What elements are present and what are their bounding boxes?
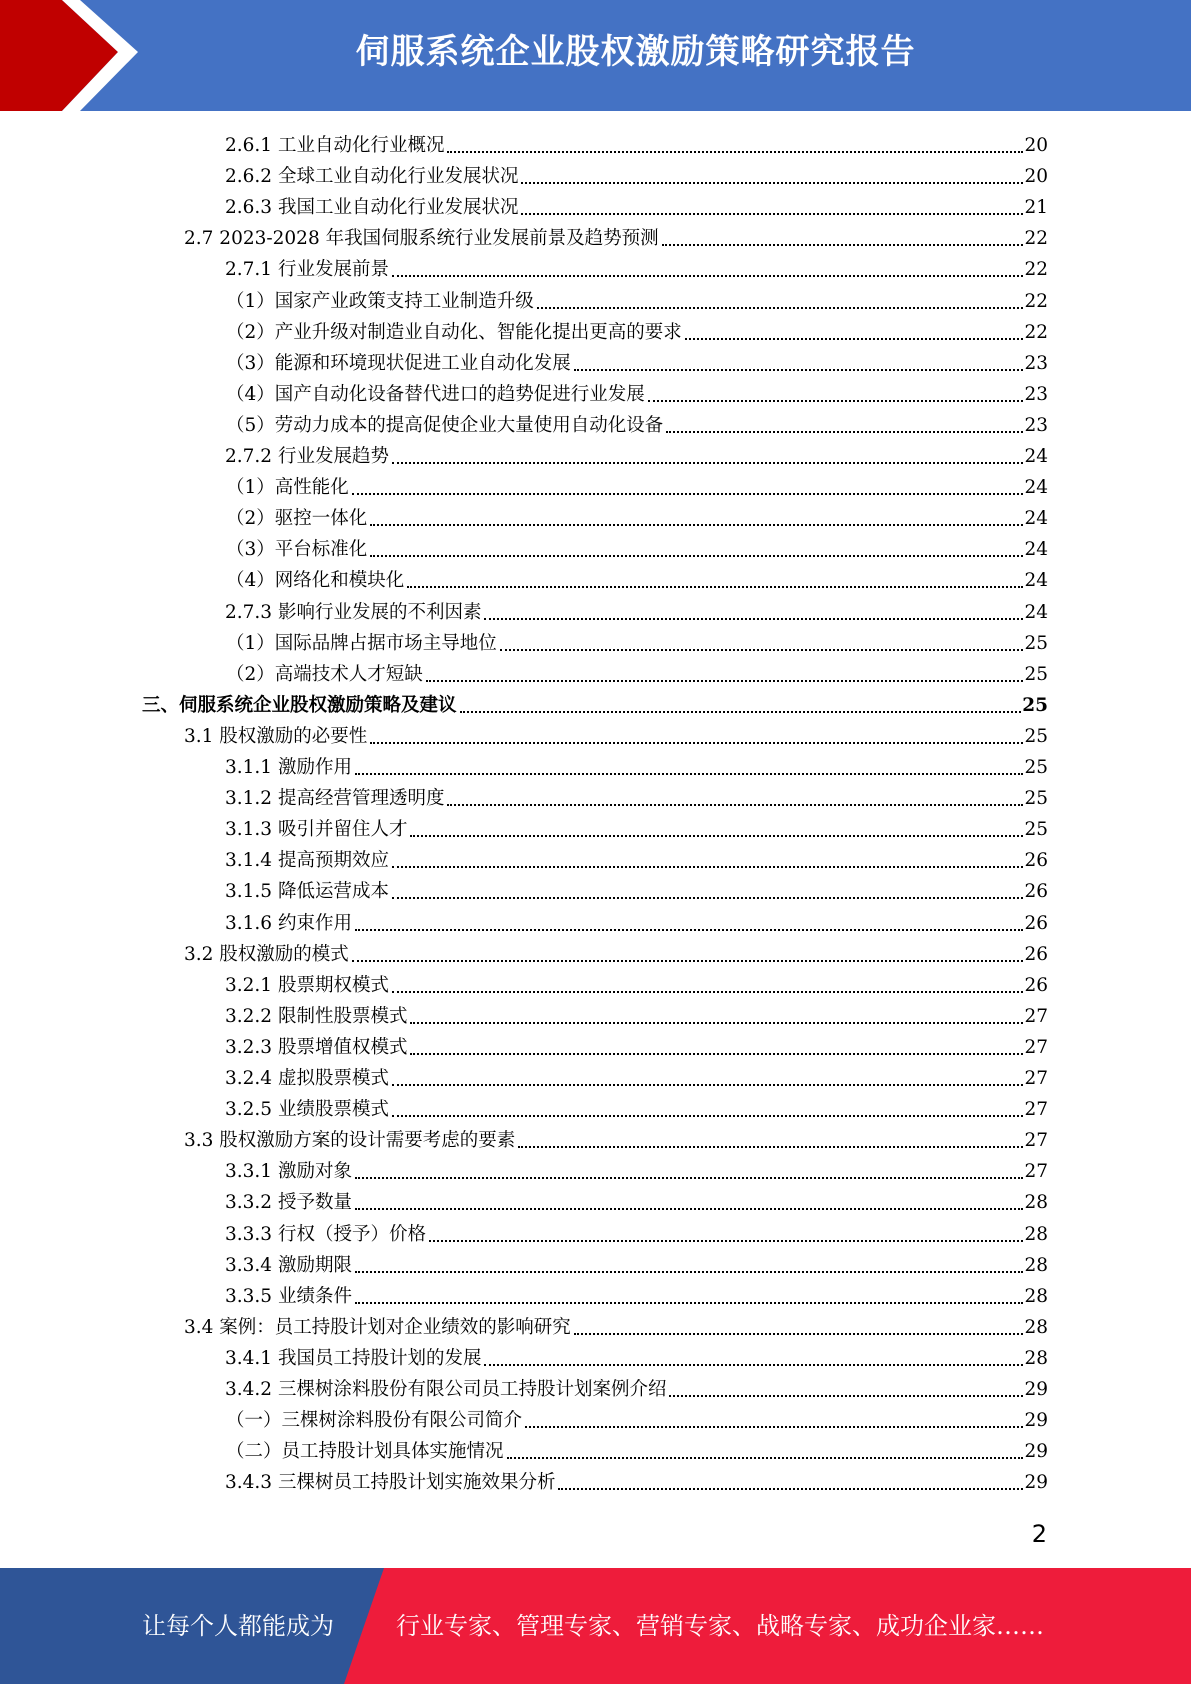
toc-entry-page: 24: [1024, 508, 1048, 530]
footer-slogan-left: 让每个人都能成为: [142, 1612, 334, 1640]
toc-dot-leader: [392, 866, 1023, 868]
toc-entry-label: 3.2.5 业绩股票模式: [225, 1099, 389, 1121]
toc-entry[interactable]: [226, 1434, 1048, 1464]
toc-entry-label: 3.2.2 限制性股票模式: [225, 1005, 408, 1027]
toc-dot-leader: [407, 586, 1023, 588]
toc-entry-label: 3.2.1 股票期权模式: [225, 974, 389, 996]
toc-dot-leader: [447, 151, 1023, 153]
toc-dot-leader: [355, 1208, 1024, 1210]
toc-entry-page: 27: [1024, 1161, 1048, 1183]
toc-entry-page: 24: [1024, 601, 1048, 623]
toc-entry[interactable]: [184, 937, 1048, 967]
toc-entry-page: 25: [1024, 663, 1048, 685]
toc-entry-label: （2）产业升级对制造业自动化、智能化提出更高的要求: [226, 321, 682, 343]
toc-entry-label: 2.6.3 我国工业自动化行业发展状况: [225, 197, 519, 219]
toc-entry-page: 28: [1024, 1223, 1048, 1245]
toc-entry-page: 28: [1024, 1192, 1048, 1214]
report-title: 伺服系统企业股权激励策略研究报告: [355, 32, 916, 72]
toc-entry[interactable]: [226, 563, 1048, 593]
toc-entry-label: 3.1.4 提高预期效应: [225, 850, 389, 872]
toc-entry-label: 3.2.3 股票增值权模式: [225, 1036, 408, 1058]
toc-entry-page: 28: [1024, 1347, 1048, 1369]
toc-dot-leader: [392, 991, 1023, 993]
toc-entry[interactable]: [225, 1185, 1048, 1215]
toc-dot-leader: [669, 1395, 1023, 1397]
toc-entry-page: 29: [1024, 1472, 1048, 1494]
toc-entry[interactable]: [226, 377, 1048, 407]
toc-entry[interactable]: [225, 252, 1048, 282]
toc-entry[interactable]: [225, 1279, 1048, 1309]
toc-entry-page: 27: [1024, 1099, 1048, 1121]
toc-dot-leader: [410, 835, 1023, 837]
toc-dot-leader: [521, 182, 1023, 184]
toc-entry-page: 22: [1024, 228, 1048, 250]
toc-entry-page: 26: [1024, 850, 1048, 872]
toc-entry-label: 3.1.2 提高经营管理透明度: [225, 788, 445, 810]
toc-entry[interactable]: [225, 1341, 1048, 1371]
toc-entry-page: 28: [1024, 1254, 1048, 1276]
toc-entry-page: 27: [1024, 1130, 1048, 1152]
toc-entry-label: 3.4.3 三棵树员工持股计划实施效果分析: [225, 1472, 556, 1494]
toc-entry-label: 3.1.3 吸引并留住人才: [225, 819, 408, 841]
toc-entry-page: 28: [1024, 1316, 1048, 1338]
toc-entry-label: （1）国际品牌占据市场主导地位: [226, 632, 497, 654]
toc-entry[interactable]: [225, 750, 1048, 780]
toc-dot-leader: [392, 1115, 1023, 1117]
toc-entry-page: 21: [1024, 197, 1048, 219]
toc-dot-leader: [447, 804, 1023, 806]
toc-dot-leader: [392, 462, 1023, 464]
toc-entry-label: 3.4 案例：员工持股计划对企业绩效的影响研究: [184, 1316, 571, 1338]
toc-dot-leader: [352, 960, 1024, 962]
toc-entry[interactable]: [225, 843, 1048, 873]
toc-dot-leader: [352, 493, 1024, 495]
toc-entry[interactable]: [225, 906, 1048, 936]
toc-dot-leader: [648, 400, 1024, 402]
toc-entry-label: 3.1.1 激励作用: [225, 757, 352, 778]
toc-entry-page: 27: [1024, 1068, 1048, 1089]
toc-entry[interactable]: [225, 874, 1048, 904]
toc-dot-leader: [685, 338, 1024, 340]
toc-entry[interactable]: [226, 470, 1048, 500]
toc-dot-leader: [370, 555, 1023, 557]
toc-entry[interactable]: [184, 719, 1048, 749]
toc-dot-leader: [392, 897, 1023, 899]
footer-slogan-right: 行业专家、管理专家、营销专家、战略专家、成功企业家……: [396, 1612, 1044, 1640]
toc-entry-page: 24: [1024, 477, 1048, 499]
toc-entry-page: 23: [1024, 383, 1048, 405]
toc-dot-leader: [429, 1240, 1023, 1242]
toc-dot-leader: [370, 742, 1023, 744]
toc-entry-label: （一）三棵树涂料股份有限公司简介: [226, 1410, 523, 1432]
toc-entry[interactable]: [226, 1403, 1048, 1433]
toc-entry-label: 3.1.5 降低运营成本: [225, 881, 389, 903]
toc-dot-leader: [558, 1488, 1023, 1490]
toc-dot-leader: [355, 1302, 1024, 1304]
toc-entry-page: 27: [1024, 1005, 1048, 1027]
toc-entry[interactable]: [142, 688, 1048, 718]
toc-entry-page: 25: [1024, 757, 1048, 778]
toc-entry-label: 3.1.6 约束作用: [225, 912, 352, 934]
toc-entry[interactable]: [184, 221, 1048, 251]
toc-entry-page: 28: [1024, 1285, 1048, 1307]
toc-entry-page: 25: [1024, 819, 1048, 841]
toc-entry[interactable]: [225, 968, 1048, 998]
toc-entry-label: 3.4.1 我国员工持股计划的发展: [225, 1347, 482, 1369]
toc-entry-label: 2.6.2 全球工业自动化行业发展状况: [225, 166, 519, 188]
toc-dot-leader: [537, 307, 1024, 309]
toc-entry-label: 2.7 2023-2028 年我国伺服系统行业发展前景及趋势预测: [184, 228, 659, 250]
toc-entry-page: 26: [1024, 912, 1048, 934]
toc-dot-leader: [410, 1022, 1023, 1024]
toc-dot-leader: [521, 213, 1023, 215]
toc-entry[interactable]: [184, 1123, 1048, 1153]
toc-entry-page: 29: [1024, 1410, 1048, 1432]
page-number: 2: [1031, 1520, 1047, 1548]
toc-entry[interactable]: [225, 1030, 1048, 1060]
toc-entry-page: 24: [1024, 446, 1048, 467]
toc-entry[interactable]: [225, 1154, 1048, 1184]
toc-entry-page: 29: [1024, 1379, 1048, 1400]
toc-entry-page: 26: [1024, 974, 1048, 996]
toc-entry-label: 3.3.3 行权（授予）价格: [225, 1223, 426, 1245]
toc-dot-leader: [666, 431, 1023, 433]
toc-entry[interactable]: [226, 657, 1048, 687]
toc-entry[interactable]: [226, 626, 1048, 656]
toc-entry-label: 3.3.4 激励期限: [225, 1254, 352, 1276]
toc-entry[interactable]: [225, 812, 1048, 842]
toc-entry-label: 三、伺服系统企业股权激励策略及建议: [142, 694, 457, 716]
toc-entry-label: 3.3.2 授予数量: [225, 1192, 352, 1214]
toc-entry-label: （5）劳动力成本的提高促使企业大量使用自动化设备: [226, 414, 664, 436]
toc-entry-page: 20: [1024, 166, 1048, 188]
toc-entry[interactable]: [226, 501, 1048, 531]
page-footer: [0, 1568, 1191, 1684]
toc-entry-label: 3.4.2 三棵树涂料股份有限公司员工持股计划案例介绍: [225, 1379, 667, 1400]
toc-entry-page: 29: [1024, 1441, 1048, 1463]
toc-dot-leader: [500, 649, 1024, 651]
toc-entry-page: 25: [1024, 632, 1048, 654]
toc-entry-label: 3.3 股权激励方案的设计需要考虑的要素: [184, 1130, 516, 1152]
toc-entry[interactable]: [226, 284, 1048, 314]
toc-dot-leader: [460, 711, 1022, 713]
toc-entry[interactable]: [226, 346, 1048, 376]
toc-entry[interactable]: [225, 128, 1048, 158]
toc-entry[interactable]: [226, 315, 1048, 345]
toc-dot-leader: [355, 929, 1024, 931]
toc-entry-label: （2）高端技术人才短缺: [226, 663, 423, 685]
toc-entry[interactable]: [184, 1310, 1048, 1340]
toc-entry[interactable]: [225, 1061, 1048, 1091]
toc-dot-leader: [355, 773, 1024, 775]
toc-entry-page: 24: [1024, 539, 1048, 561]
toc-entry-page: 22: [1024, 259, 1048, 281]
toc-dot-leader: [392, 275, 1023, 277]
toc-dot-leader: [518, 1146, 1023, 1148]
toc-entry-page: 20: [1024, 135, 1048, 156]
toc-entry-page: 23: [1024, 352, 1048, 374]
toc-dot-leader: [355, 1177, 1024, 1179]
toc-entry-page: 23: [1024, 414, 1048, 436]
toc-entry-label: （1）高性能化: [226, 477, 349, 499]
toc-entry-label: 2.7.1 行业发展前景: [225, 259, 389, 281]
toc-entry[interactable]: [225, 1465, 1048, 1495]
toc-entry-label: 3.3.1 激励对象: [225, 1161, 352, 1183]
toc-dot-leader: [662, 244, 1024, 246]
toc-entry-label: 3.2.4 虚拟股票模式: [225, 1068, 389, 1089]
toc-entry[interactable]: [225, 1372, 1048, 1402]
toc-entry-page: 26: [1024, 881, 1048, 903]
toc-entry-page: 22: [1024, 290, 1048, 312]
toc-entry-label: （1）国家产业政策支持工业制造升级: [226, 290, 534, 312]
toc-entry[interactable]: [225, 781, 1048, 811]
toc-entry[interactable]: [226, 532, 1048, 562]
toc-entry-page: 26: [1024, 943, 1048, 965]
toc-dot-leader: [370, 524, 1023, 526]
toc-entry-label: （3）平台标准化: [226, 539, 368, 561]
toc-entry-label: 2.7.2 行业发展趋势: [225, 446, 389, 467]
toc-dot-leader: [484, 1364, 1023, 1366]
toc-dot-leader: [484, 618, 1023, 620]
toc-dot-leader: [574, 1333, 1024, 1335]
toc-entry-page: 25: [1022, 694, 1048, 716]
toc-entry[interactable]: [225, 1217, 1048, 1247]
toc-entry-label: 2.6.1 工业自动化行业概况: [225, 135, 445, 156]
toc-entry[interactable]: [225, 1248, 1048, 1278]
toc-entry-page: 25: [1024, 788, 1048, 810]
toc-dot-leader: [355, 1271, 1024, 1273]
toc-entry-page: 24: [1024, 570, 1048, 592]
toc-entry-label: （3）能源和环境现状促进工业自动化发展: [226, 352, 571, 374]
toc-entry-label: （4）网络化和模块化: [226, 570, 405, 592]
toc-entry-page: 27: [1024, 1036, 1048, 1058]
toc-entry-page: 25: [1024, 725, 1048, 747]
toc-entry[interactable]: [225, 439, 1048, 469]
toc-dot-leader: [507, 1457, 1024, 1459]
toc-entry[interactable]: [225, 595, 1048, 625]
toc-entry-label: 3.2 股权激励的模式: [184, 943, 349, 965]
toc-entry[interactable]: [225, 159, 1048, 189]
toc-entry[interactable]: [225, 999, 1048, 1029]
toc-entry-label: 3.3.5 业绩条件: [225, 1285, 352, 1307]
toc-entry-label: 2.7.3 影响行业发展的不利因素: [225, 601, 482, 623]
toc-entry-label: （4）国产自动化设备替代进口的趋势促进行业发展: [226, 383, 645, 405]
toc-entry[interactable]: [226, 408, 1048, 438]
toc-entry-label: 3.1 股权激励的必要性: [184, 725, 368, 747]
toc-dot-leader: [392, 1084, 1023, 1086]
toc-dot-leader: [410, 1053, 1023, 1055]
toc-entry[interactable]: [225, 190, 1048, 220]
page-header: [0, 0, 1191, 111]
toc-dot-leader: [525, 1426, 1023, 1428]
toc-entry-label: （2）驱控一体化: [226, 508, 368, 530]
toc-dot-leader: [574, 369, 1024, 371]
toc-entry[interactable]: [225, 1092, 1048, 1122]
toc-entry-page: 22: [1024, 321, 1048, 343]
toc-entry-label: （二）员工持股计划具体实施情况: [226, 1441, 504, 1463]
toc-dot-leader: [426, 680, 1024, 682]
